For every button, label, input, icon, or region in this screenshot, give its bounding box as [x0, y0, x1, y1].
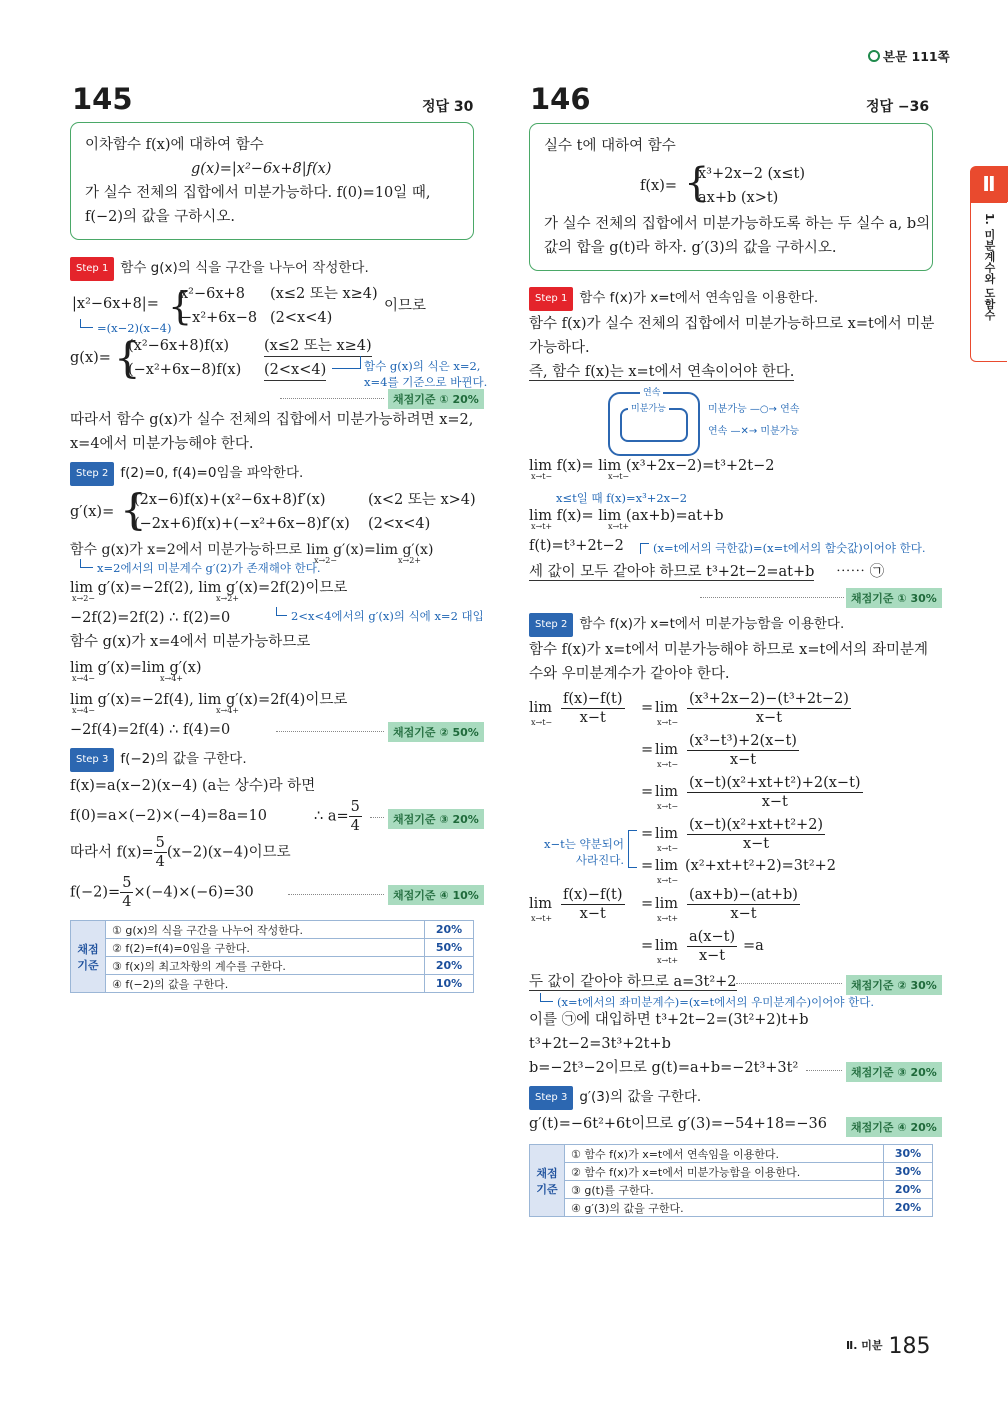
lim-subscript: x→t−: [657, 876, 679, 885]
text-line: [529, 362, 794, 382]
gp-case1-cond: (x<2 또는 x>4): [368, 492, 476, 508]
lim-subscript: x→2−: [314, 556, 338, 565]
numerator: (x³−t³)+2(x−t): [689, 733, 797, 749]
brace: {: [684, 160, 710, 206]
lim-label: lim: [655, 784, 679, 800]
fraction: [687, 690, 851, 727]
lim-label: lim: [655, 896, 679, 912]
rubric-pct: 20%: [884, 1181, 933, 1199]
lim-label: lim: [655, 938, 679, 954]
table-row: [71, 921, 474, 939]
denominator: x−t: [698, 948, 726, 964]
lim-subscript: x→t−: [531, 718, 553, 727]
abs-tail: 이므로: [384, 298, 427, 314]
frac-lead: f(−2)=: [70, 884, 121, 901]
circle-icon: [868, 50, 880, 62]
underlined-text: 두 값이 같아야 하므로 a=3t²+2: [529, 974, 737, 990]
lim-subscript: x→t−: [657, 760, 679, 769]
question-line: 가 실수 전체의 집합에서 미분가능하도록 하는 두 실수 a, b의: [544, 216, 931, 232]
answer-145: 정답 30: [422, 99, 474, 115]
lim-subscript: x→4−: [72, 706, 96, 715]
lim-subscript: x→t−: [657, 802, 679, 811]
criterion-badge: 채점기준 ② 30%: [846, 975, 942, 995]
equals: =: [641, 858, 654, 874]
numerator: (x−t)(x²+xt+t²)+2(x−t): [689, 775, 861, 791]
lim-subscript: x→t+: [657, 956, 679, 965]
denominator: x−t: [730, 906, 757, 922]
rubric-item: ③ g(t)를 구한다.: [565, 1181, 884, 1199]
text-line: f(x)=a(x−2)(x−4) (a는 상수)라 하면: [70, 778, 316, 794]
question-line: f(−2)의 값을 구하시오.: [85, 209, 235, 225]
text-line: lim g′(x)=lim g′(x): [70, 660, 202, 676]
lim-label: lim: [655, 826, 679, 842]
lim-subscript: x→2+: [216, 594, 240, 603]
rubric-table-145: [70, 920, 474, 993]
diagram-rule1: 미분가능 —○→ 연속: [708, 404, 800, 415]
g-case1: (x²−6x+8)f(x): [128, 338, 230, 354]
abs-case1: x²−6x+8: [180, 286, 245, 302]
text-line: f(0)=a×(−2)×(−4)=8a=10: [70, 808, 267, 824]
question-line: 가 실수 전체의 집합에서 미분가능하다. f(0)=10일 때,: [85, 185, 431, 201]
limit-result: (x²+xt+t²+2)=3t²+2: [685, 858, 837, 874]
equals: =: [641, 784, 654, 800]
table-row: [71, 939, 474, 957]
g-case2: (−x²+6x−8)f(x): [128, 362, 242, 378]
diagram-inner-label: 미분가능: [628, 401, 669, 414]
question-box-146: [529, 123, 933, 271]
frac-tail: ×(−4)×(−6)=30: [133, 884, 254, 901]
page-number: 185: [888, 1334, 931, 1359]
abs-lhs: |x²−6x+8|=: [72, 296, 159, 312]
step3-146: [529, 1086, 701, 1110]
rubric-item: ② f(2)=f(4)=0임을 구한다.: [106, 939, 425, 957]
table-row: [530, 1145, 933, 1163]
dotted-leader: [700, 597, 844, 598]
abs-case2-cond: (2<x<4): [270, 310, 333, 326]
criterion-badge: 채점기준 ④ 20%: [846, 1117, 942, 1137]
dotted-leader: [736, 983, 842, 984]
g-note2: x=4를 기준으로 바뀐다.: [364, 375, 488, 389]
rubric-head: 채점 기준: [71, 921, 106, 993]
frac-lead: ∴ a=: [314, 808, 349, 825]
lim-subscript: x→t−: [657, 718, 679, 727]
criterion-badge: 채점기준 ② 50%: [388, 722, 484, 742]
equation-mark: ⋯⋯ ㉠: [836, 564, 885, 580]
numerator: (x−t)(x²+xt+t²+2): [689, 817, 824, 833]
rubric-pct: 30%: [884, 1145, 933, 1163]
rubric-pct: 20%: [884, 1199, 933, 1217]
step1-146: [529, 287, 818, 311]
rubric-item: ① 함수 f(x)가 x=t에서 연속임을 이용한다.: [565, 1145, 884, 1163]
abs-case2: −x²+6x−8: [180, 310, 258, 326]
lim-label: lim: [655, 700, 679, 716]
diagram-outer: [608, 388, 700, 456]
math-line: [529, 562, 814, 582]
dotted-leader: [276, 731, 384, 732]
answer-146: 정답 −36: [866, 99, 930, 115]
rubric-item: ④ g′(3)의 값을 구한다.: [565, 1199, 884, 1217]
fraction: [561, 690, 625, 727]
frac-line: [70, 874, 254, 911]
lim-subscript: x→2−: [72, 594, 96, 603]
lim-subscript: x→2+: [398, 556, 422, 565]
page-reference: 본문 111쪽: [868, 47, 950, 65]
step-badge: Step 3: [70, 748, 114, 772]
denominator: x−t: [755, 710, 783, 726]
frac-eq: [314, 798, 362, 835]
gp-case1: (2x−6)f(x)+(x²−6x+8)f′(x): [134, 492, 326, 508]
equals: =: [641, 896, 654, 912]
denominator: 4: [155, 854, 165, 870]
text-line: 함수 g(x)가 x=2에서 미분가능하므로 lim g′(x)=lim g′(x): [70, 542, 434, 558]
denominator: x−t: [742, 836, 770, 852]
fraction: [561, 886, 625, 923]
fraction: [349, 798, 362, 835]
step-title: g′(3)의 값을 구한다.: [579, 1089, 702, 1105]
lim-subscript: x→t−: [531, 472, 553, 481]
side-tab-body: [970, 202, 1007, 362]
numerator: (ax+b)−(at+b): [689, 887, 798, 903]
step3-145: [70, 748, 247, 772]
math-line: g′(t)=−6t²+6t이므로 g′(3)=−54+18=−36: [529, 1116, 827, 1132]
fraction: [687, 774, 863, 811]
text-line: 함수 f(x)가 실수 전체의 집합에서 미분가능하므로 x=t에서 미분: [529, 316, 935, 332]
table-row: [530, 1199, 933, 1217]
text-line: 수와 우미분계수가 같아야 한다.: [529, 666, 730, 682]
g-lhs: g(x)=: [70, 350, 111, 366]
question-line: 실수 t에 대하여 함수: [544, 138, 676, 154]
lim-label: lim: [655, 742, 679, 758]
step-title: 함수 f(x)가 x=t에서 미분가능함을 이용한다.: [579, 616, 845, 632]
lim-subscript: x→t+: [531, 522, 553, 531]
arrow-bracket: [332, 356, 361, 369]
rubric-pct: 20%: [425, 957, 474, 975]
step-badge: Step 3: [529, 1086, 573, 1110]
frac-tail: (x−2)(x−4)이므로: [166, 844, 291, 861]
problem-number-146: 146: [530, 82, 591, 116]
note: x≤t일 때 f(x)=x³+2x−2: [556, 491, 688, 505]
diagram-outer-label: 연속: [640, 385, 663, 398]
text-line: 함수 f(x)가 x=t에서 미분가능해야 하므로 x=t에서의 좌미분계: [529, 642, 928, 658]
brace: {: [120, 485, 147, 534]
lim-subscript: x→4+: [216, 706, 240, 715]
problem-number-145: 145: [72, 82, 133, 116]
math-line: f(t)=t³+2t−2: [529, 538, 624, 554]
diagram-inner: [620, 404, 688, 442]
rubric-pct: 20%: [425, 921, 474, 939]
criterion-badge: 채점기준 ① 20%: [388, 389, 484, 409]
math-line: lim f(x)= lim (x³+2x−2)=t³+2t−2: [529, 458, 775, 474]
fraction: [687, 816, 825, 853]
question-line: 값의 합을 g(t)라 하자. g′(3)의 값을 구하시오.: [544, 240, 837, 256]
cancel-bracket: [628, 830, 637, 868]
math-line: [529, 972, 737, 992]
numerator: 5: [155, 835, 165, 851]
lim-label: lim: [529, 896, 553, 912]
step1-145: [70, 257, 369, 281]
criterion-badge: 채점기준 ③ 20%: [388, 809, 484, 829]
question-box-145: [70, 122, 474, 240]
math-line: 이를 ㉠에 대입하면 t³+2t−2=(3t²+2)t+b: [529, 1012, 809, 1028]
numerator: a(x−t): [689, 929, 736, 945]
text-line: lim g′(x)=−2f(2), lim g′(x)=2f(2)이므로: [70, 580, 348, 596]
denominator: x−t: [579, 906, 606, 922]
limit-result: =a: [743, 938, 764, 954]
table-row: [71, 975, 474, 993]
numerator: 5: [350, 799, 360, 815]
rubric-pct: 30%: [884, 1163, 933, 1181]
frac-lead: 따라서 f(x)=: [70, 844, 154, 861]
question-lhs: f(x)=: [640, 178, 678, 194]
lim-subscript: x→t−: [657, 844, 679, 853]
question-line: 이차함수 f(x)에 대하여 함수: [85, 137, 264, 153]
equals: =: [641, 742, 654, 758]
note: (x=t에서의 좌미분계수)=(x=t에서의 우미분계수)이어야 한다.: [540, 992, 874, 1012]
table-row: [71, 957, 474, 975]
abs-note: =(x−2)(x−4): [80, 318, 171, 338]
side-tab: [970, 166, 1008, 202]
step-badge: Step 2: [529, 613, 573, 637]
fraction: [120, 874, 133, 911]
diagram-rule2: 연속 —✕→ 미분가능: [708, 426, 800, 437]
math-line: b=−2t³−2이므로 g(t)=a+b=−2t³+3t²: [529, 1060, 799, 1076]
cancel-note2: 사라진다.: [575, 853, 624, 867]
criterion-badge: 채점기준 ① 30%: [846, 588, 942, 608]
lim-subscript: x→t−: [608, 472, 630, 481]
step-badge: Step 1: [529, 287, 573, 311]
text-line: −2f(4)=2f(4) ∴ f(4)=0: [70, 722, 231, 738]
cancel-note1: x−t는 약분되어: [544, 837, 624, 851]
lim-subscript: x→t+: [657, 914, 679, 923]
step-title: f(−2)의 값을 구한다.: [120, 751, 247, 767]
text-line: 가능하다.: [529, 340, 590, 356]
footer: [846, 1334, 931, 1359]
gp-case2: (−2x+6)f(x)+(−x²+6x−8)f′(x): [134, 516, 350, 532]
frac-line: [70, 834, 291, 871]
brace: {: [168, 284, 193, 328]
equals: =: [641, 938, 654, 954]
rubric-pct: 50%: [425, 939, 474, 957]
denominator: x−t: [729, 752, 757, 768]
rubric-item: ③ f(x)의 최고차항의 계수를 구한다.: [106, 957, 425, 975]
gp-case2-cond: (2<x<4): [368, 516, 431, 532]
denominator: 4: [122, 894, 132, 910]
lim-subscript: x→4−: [72, 674, 96, 683]
criterion-badge: 채점기준 ④ 10%: [388, 885, 484, 905]
question-case2: ax+b (x>t): [698, 190, 779, 206]
fraction: [687, 928, 737, 965]
table-row: [530, 1163, 933, 1181]
g-note1: 함수 g(x)의 식은 x=2,: [364, 359, 481, 373]
text-line: 함수 g(x)가 x=4에서 미분가능하므로: [70, 634, 311, 650]
side-tab-roman: Ⅱ: [982, 172, 996, 196]
dotted-leader: [370, 817, 384, 818]
footer-section: Ⅱ. 미분: [846, 1339, 883, 1352]
lim-label: lim: [655, 858, 679, 874]
step-title: f(2)=0, f(4)=0임을 파악한다.: [120, 465, 304, 481]
step-badge: Step 2: [70, 462, 114, 486]
rubric-item: ② 함수 f(x)가 x=t에서 미분가능함을 이용한다.: [565, 1163, 884, 1181]
step-title: 함수 f(x)가 x=t에서 연속임을 이용한다.: [579, 290, 819, 306]
equals: =: [641, 700, 654, 716]
step-title: 함수 g(x)의 식을 구간을 나누어 작성한다.: [120, 260, 369, 276]
fraction: [687, 732, 799, 769]
text-line: −2f(2)=2f(2) ∴ f(2)=0: [70, 610, 231, 626]
dotted-leader: [280, 398, 384, 399]
question-case1: x³+2x−2 (x≤t): [698, 166, 805, 182]
numerator: (x³+2x−2)−(t³+2t−2): [689, 691, 849, 707]
text-line: 따라서 함수 g(x)가 실수 전체의 집합에서 미분가능하려면 x=2,: [70, 412, 474, 428]
text-line: lim g′(x)=−2f(4), lim g′(x)=2f(4)이므로: [70, 692, 348, 708]
rubric-item: ① g(x)의 식을 구간을 나누어 작성한다.: [106, 921, 425, 939]
criterion-badge: 채점기준 ③ 20%: [846, 1062, 942, 1082]
rubric-pct: 10%: [425, 975, 474, 993]
step-badge: Step 1: [70, 257, 114, 281]
denominator: 4: [350, 818, 360, 834]
denominator: x−t: [761, 794, 788, 810]
math-line: t³+2t−2=3t³+2t+b: [529, 1036, 671, 1052]
note: 2<x<4에서의 g′(x)의 식에 x=2 대입: [276, 606, 484, 626]
dotted-leader: [288, 894, 384, 895]
side-tab-label: 1. 미분계수와 도함수: [983, 213, 996, 321]
rubric-item: ④ f(−2)의 값을 구한다.: [106, 975, 425, 993]
dotted-leader: [806, 1070, 842, 1071]
step2-146: [529, 613, 844, 637]
underlined-text: 즉, 함수 f(x)는 x=t에서 연속이어야 한다.: [529, 364, 795, 380]
fraction: [687, 886, 800, 923]
gp-lhs: g′(x)=: [70, 504, 115, 520]
table-row: [530, 1181, 933, 1199]
lim-subscript: x→4+: [160, 674, 184, 683]
text-line: x=4에서 미분가능해야 한다.: [70, 436, 254, 452]
g-case1-cond: (x≤2 또는 x≥4): [264, 336, 372, 357]
fraction: [154, 834, 167, 871]
underlined-text: 세 값이 모두 같아야 하므로 t³+2t−2=at+b: [529, 564, 815, 580]
abs-case1-cond: (x≤2 또는 x≥4): [270, 286, 378, 302]
math-line: lim f(x)= lim (ax+b)=at+b: [529, 508, 724, 524]
numerator: f(x)−f(t): [563, 691, 623, 707]
brace: {: [114, 333, 141, 382]
denominator: x−t: [579, 710, 606, 726]
numerator: f(x)−f(t): [563, 887, 623, 903]
rubric-head: 채점 기준: [530, 1145, 565, 1217]
step2-145: [70, 462, 303, 486]
rubric-table-146: [529, 1144, 933, 1217]
g-case2-cond: (2<x<4): [264, 360, 326, 381]
note: x=2에서의 미분계수 g′(2)가 존재해야 한다.: [80, 558, 321, 578]
numerator: 5: [122, 875, 132, 891]
lim-subscript: x→t+: [531, 914, 553, 923]
equals: =: [641, 826, 654, 842]
note: (x=t에서의 극한값)=(x=t에서의 함숫값)이어야 한다.: [640, 538, 926, 558]
question-formula: g(x)=|x²−6x+8|f(x): [191, 161, 332, 177]
lim-subscript: x→t+: [608, 522, 630, 531]
lim-label: lim: [529, 700, 553, 716]
